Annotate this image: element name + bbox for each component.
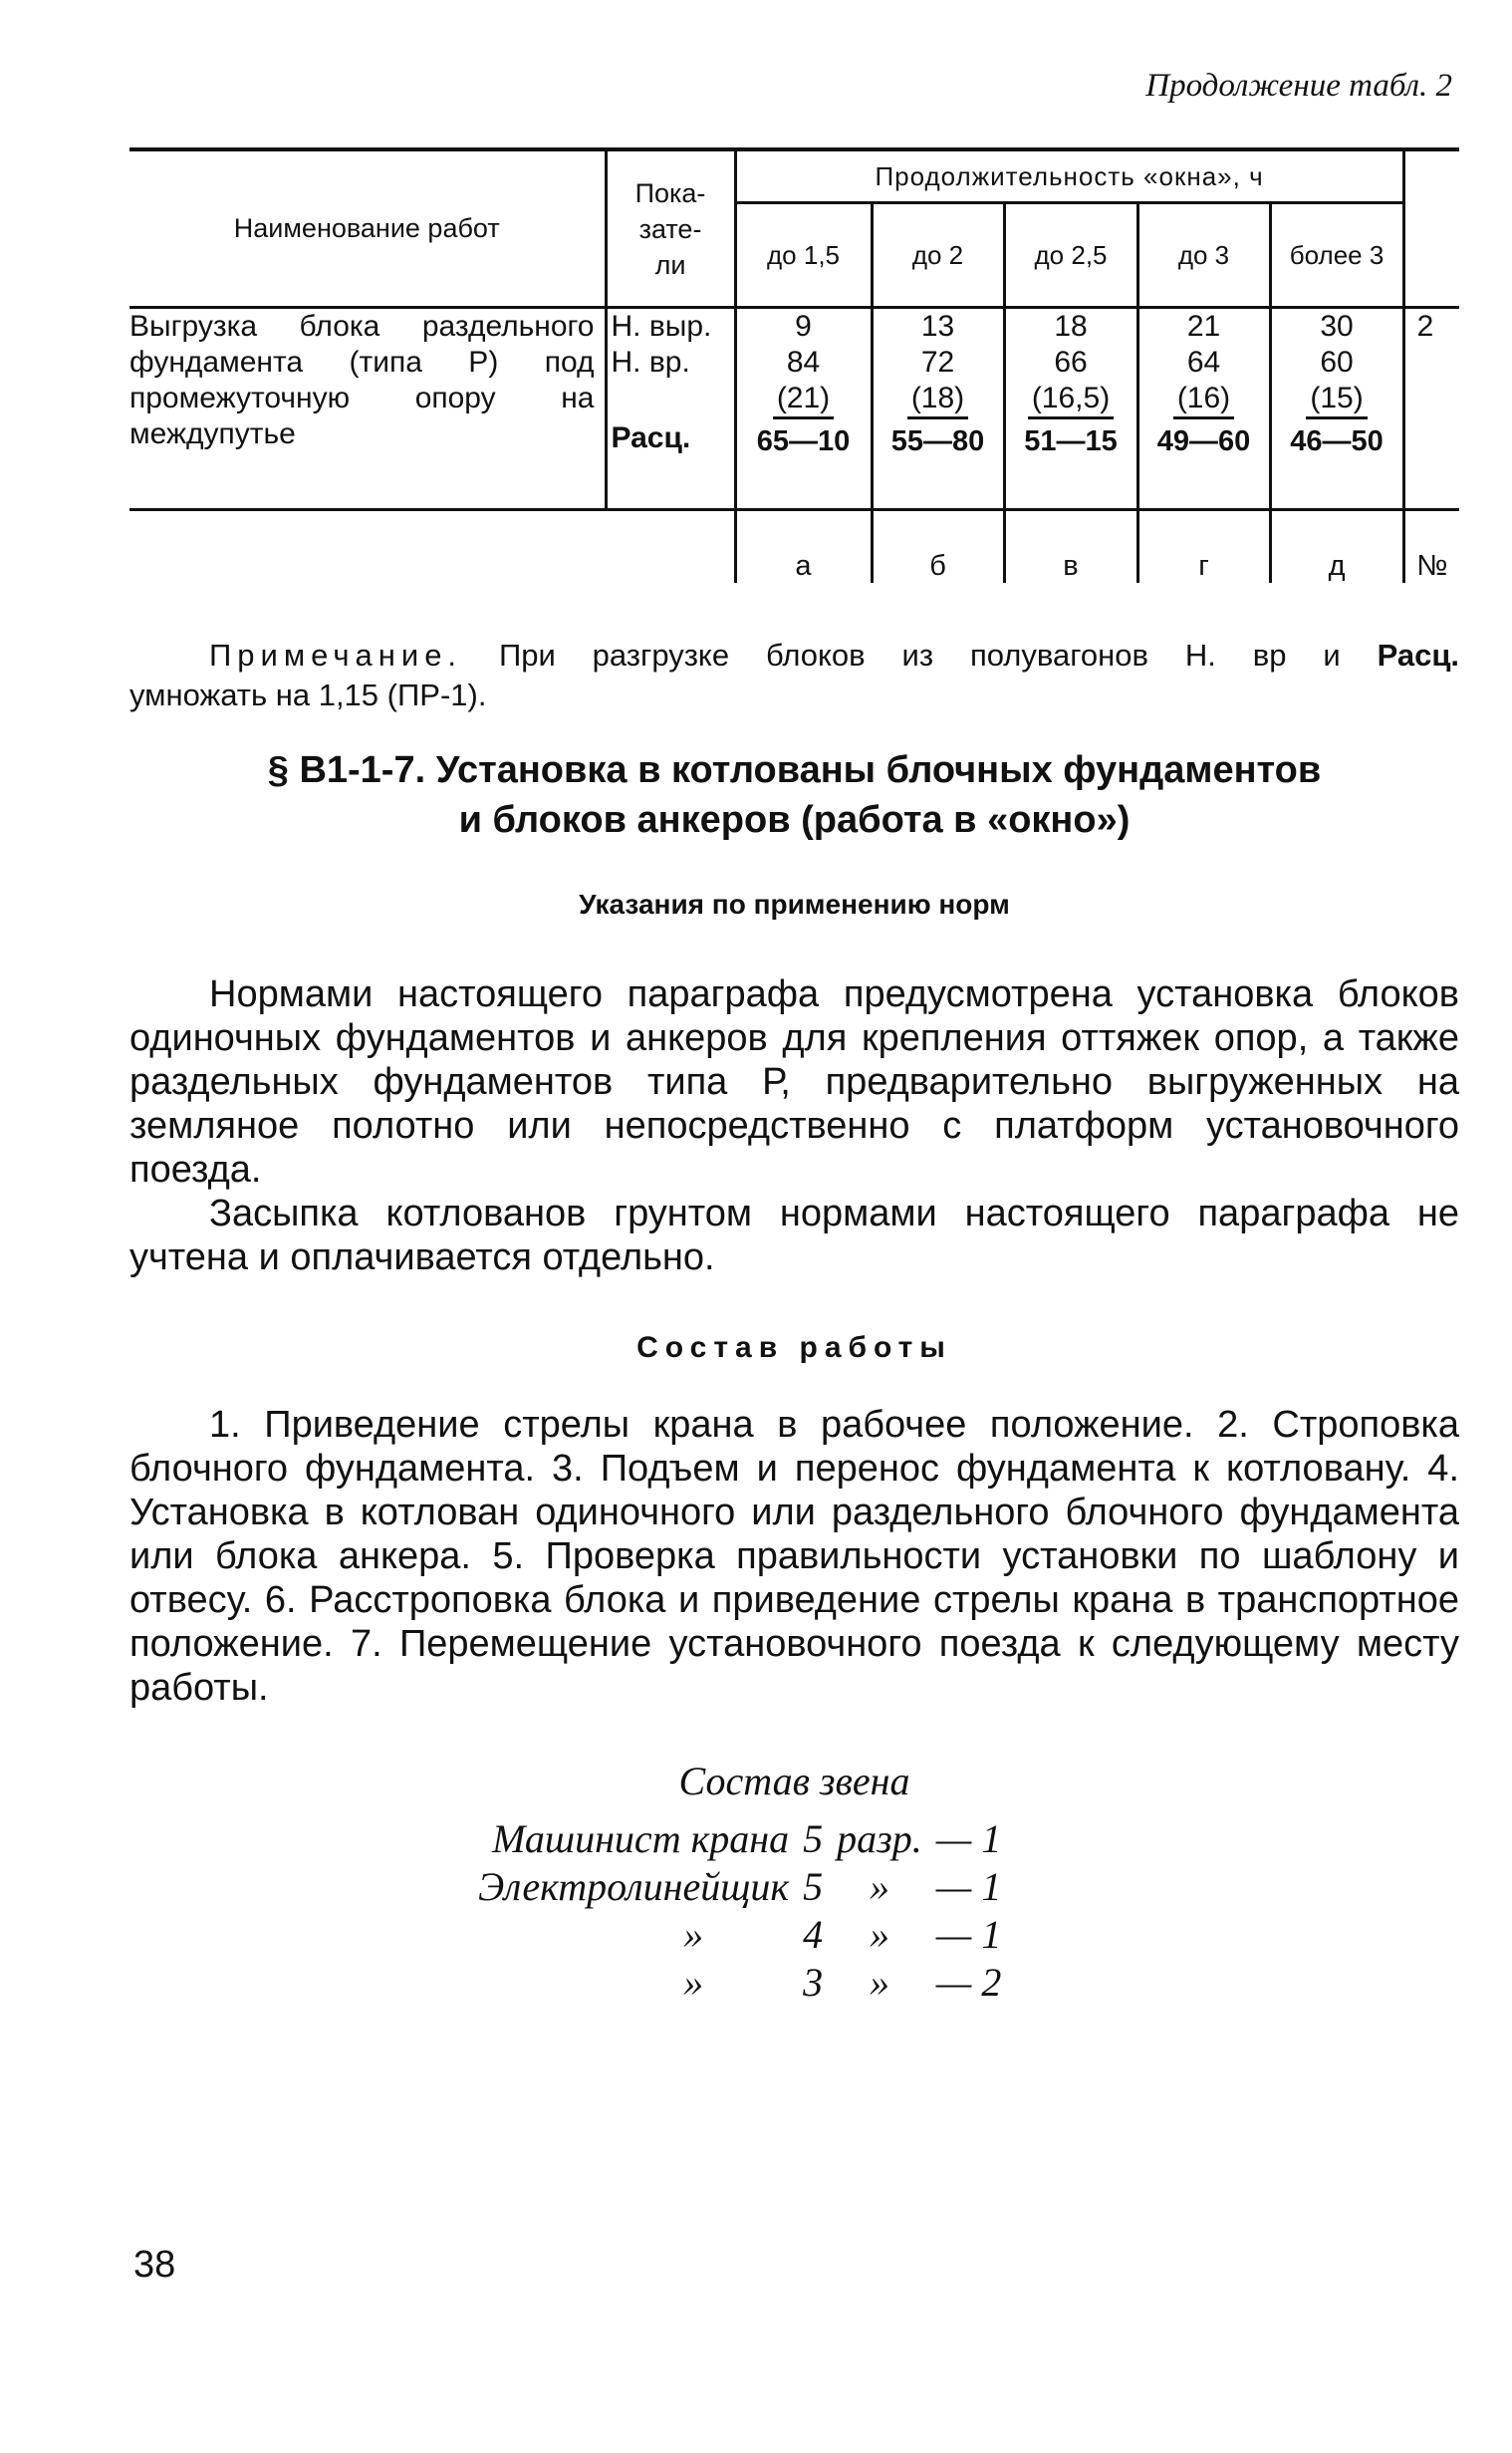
work-text: 1. Приведение стрелы крана в рабочее положение. 2. Строповка блочного фундамента. 3. Подъем и перенос фундамента к котловану. 4. Установка в котлован одиночного или раздельного блочного фундамента или блока анкера. 5. Проверка правильности установки по шаблону и отвесу. 6. Расстроповка блока и приведение стрелы крана в транспортное положение. 7. Перемещение установочного поезда к следующему месту работы. [129,1404,1459,1709]
header-col-5: более 3 [1270,203,1403,308]
crew-title: Состав звена [678,1759,910,1803]
header-index [1403,149,1459,308]
note-text-2: умножать на 1,15 (ПР-1). [129,678,487,712]
header-col-1: до 1,5 [735,203,872,308]
row-index-cell: 2 [1403,308,1459,510]
letter-v: в [1004,510,1137,584]
value-cell-g: 21 64 (16) 49—60 [1137,308,1270,510]
letter-d: д [1270,510,1403,584]
crew-list [478,1815,1011,2007]
letter-b: б [872,510,1004,584]
norms-table [129,147,1459,583]
header-col-4: до 3 [1137,203,1270,308]
table-row [129,308,1459,510]
instructions-text [129,972,1459,1279]
page-number: 38 [133,2244,176,2286]
letter-a: а [735,510,872,584]
crew-row: » 3 » — 2 [683,1960,1002,2005]
note-bold: Расц. [1377,638,1459,673]
value-cell-d: 30 60 (15) 46—50 [1270,308,1403,510]
paragraph-2: Засыпка котлованов грунтом нормами настоящего параграфа не учтена и оплачивается отдельно. [129,1193,1459,1278]
value-cell-v: 18 66 (16,5) 51—15 [1004,308,1137,510]
crew-row: Машинист крана 5 разр. — 1 [492,1816,1002,1861]
letter-g: г [1137,510,1270,584]
work-heading: Состав работы [636,1331,952,1364]
header-indicators: Пока- зате- ли [606,149,735,308]
work-name-cell: Выгрузка блока раздельного фундамента (типа Р) под промежуточную опору на междупутье [129,308,606,510]
note-label: Примечание. [209,638,463,673]
crew-row: Электролинейщик 5 » — 1 [478,1864,1002,1909]
header-work-name: Наименование работ [129,149,606,308]
paragraph-1: Нормами настоящего параграфа предусмотрена установка блоков одиночных фундаментов и анкеров для крепления оттяжек опор, а также раздельных фундаментов типа Р, предварительно выгруженных на земляное полотно или непосредственно с платформ установочного поезда. [129,973,1459,1191]
crew-row: » 4 » — 1 [683,1912,1002,1957]
section-title: § В1-1-7. Установка в котлованы блочных фундаментов и блоков анкеров (работа в «окно») [267,749,1322,841]
table-note [129,636,1459,715]
continuation-label: Продолжение табл. 2 [1145,68,1452,104]
value-cell-a: 9 84 (21) 65—10 [735,308,872,510]
subheading: Указания по применению норм [579,889,1010,920]
indicators-cell: Н. выр. Н. вр. Расц. [606,308,735,510]
note-text: При разгрузке блоков из полувагонов Н. вр и [462,638,1378,673]
column-letters-row [129,510,1459,584]
header-window-duration: Продолжительность «окна», ч [735,149,1403,203]
number-sign: № [1403,510,1459,584]
value-cell-b: 13 72 (18) 55—80 [872,308,1004,510]
header-col-3: до 2,5 [1004,203,1137,308]
header-col-2: до 2 [872,203,1004,308]
